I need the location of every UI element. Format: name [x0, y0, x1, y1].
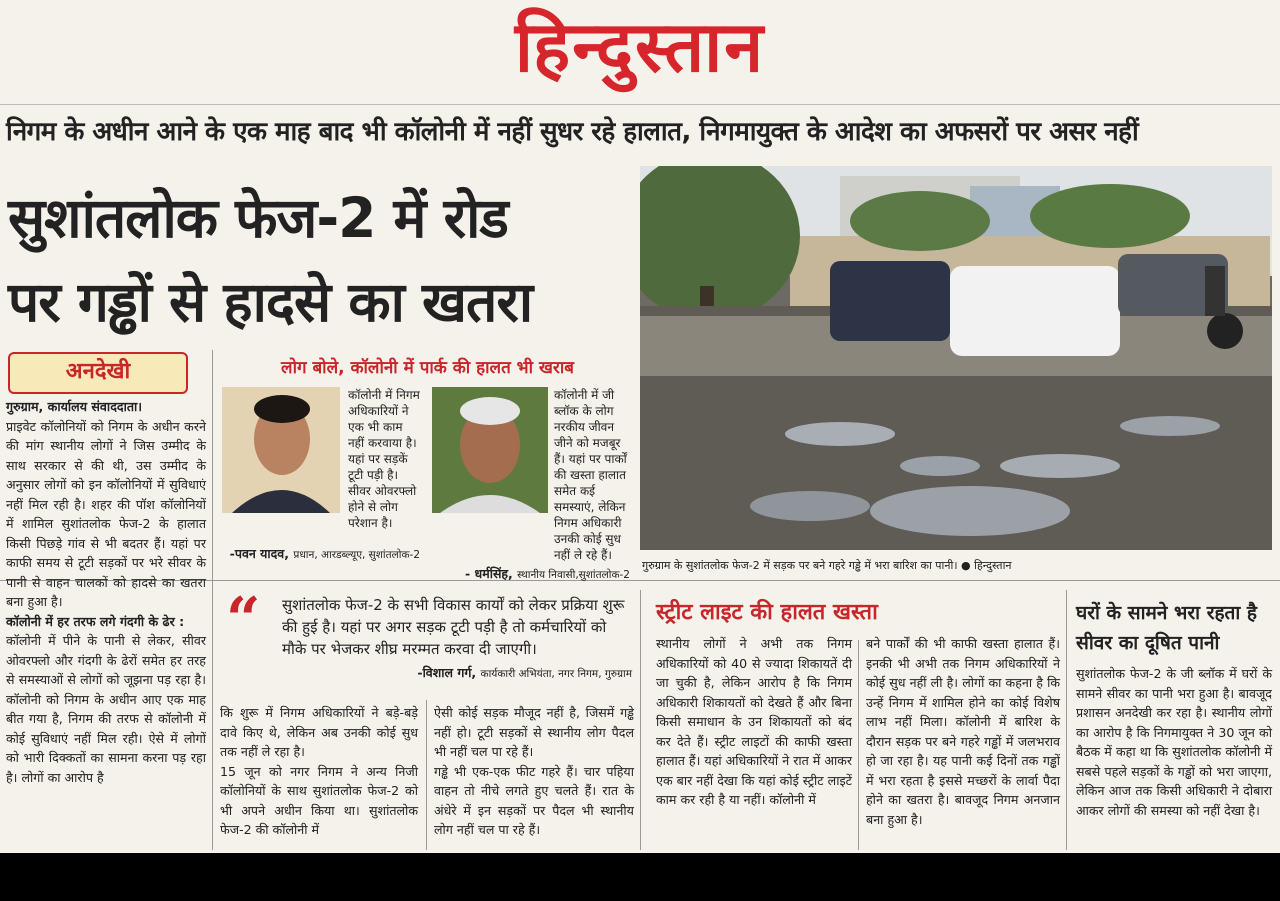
- sig-1-name: -पवन यादव,: [229, 546, 290, 561]
- masthead: [0, 0, 1280, 100]
- sig-1-role: प्रधान, आरडब्ल्यूए, सुशांतलोक-2: [293, 549, 420, 561]
- news-photo: [640, 166, 1272, 550]
- people-box-heading: लोग बोले, कॉलोनी में पार्क की हालत भी खराब: [281, 358, 574, 378]
- sig-2-role: स्थानीय निवासी,सुशांतलोक-2: [517, 569, 630, 581]
- photo-caption: गुरुग्राम के सुशांतलोक फेज-2 में सड़क पर बने गहरे गड्ढे में भरा बारिश का पानी। ● हिन्दुस्तान: [642, 559, 1012, 572]
- column-1-para-1: प्राइवेट कॉलोनियों को निगम के अधीन करने की मांग स्थानीय लोगों ने जिस उम्मीद के साथ सरकार से की थी, उस उम्मीद के अनुसार लोगों को इन कॉलोनियों में सुविधाएं नहीं मिल रही है। शहर की पॉश कॉलोनियों में शामिल सुशांतलोक फेज-2 के हालात किसी पिछड़े गांव से भी बदतर हैं। यहां पर काफी समय से टूटी सड़कों पर भरे सीवर के पानी से वाहन चालकों को हादसे का खतरा बना हुआ है।: [6, 418, 206, 609]
- photo-dharm-singh: [432, 387, 548, 513]
- column-1: [6, 397, 206, 787]
- sewer-heading: घरों के सामने भरा रहता है सीवर का दूषित पानी: [1076, 602, 1258, 654]
- strap-headline: निगम के अधीन आने के एक माह बाद भी कॉलोनी में नहीं सुधर रहे हालात, निगमायुक्त के आदेश का अफसरों पर असर नहीं: [6, 117, 1139, 147]
- subheading-garbage: कॉलोनी में हर तरफ लगे गंदगी के ढेर :: [6, 613, 185, 629]
- sig-3-name: -विशाल गर्ग,: [417, 665, 477, 680]
- masthead-title: हिन्दुस्तान: [514, 5, 766, 88]
- official-quote: सुशांतलोक फेज-2 के सभी विकास कार्यों को लेकर प्रक्रिया शुरू की हुई है। यहां पर अगर सड़क टूटी पड़ी है तो कर्मचारियों को मौके पर भेजकर शीघ्र मरम्मत करवा दी जाएगी।: [282, 596, 625, 658]
- category-tag: [8, 352, 188, 394]
- quote-2: कॉलोनी में जी ब्लॉक के लोग नरकीय जीवन जीने को मजबूर हैं। यहां पर पार्कों की खस्ता हालात समेत कई समस्याएं, लेकिन निगम अधिकारी उनकी कोई सुध नहीं ले रहे हैं।: [554, 388, 627, 562]
- headline-line-1: सुशांतलोक फेज-2 में रोड: [8, 186, 508, 250]
- headline-line-2: पर गड्ढों से हादसे का खतरा: [8, 270, 533, 334]
- signature-2: [430, 565, 630, 582]
- main-headline: [8, 176, 633, 344]
- column-2: कि शुरू में निगम अधिकारियों ने बड़े-बड़े दावे किए थे, लेकिन अब उनकी कोई सुध तक नहीं ले रहा है। 15 जून को नगर निगम ने अन्य निजी कॉलोनियों के साथ सुशांतलोक फेज-2 को भी अपने अधीन किया था। सुशांतलोक फेज-2 की कॉलोनी में: [220, 705, 418, 837]
- quote-1: कॉलोनी में निगम अधिकारियों ने एक भी काम नहीं करवाया है। यहां पर सड़कें टूटी पड़ी है। सीवर ओवरफ्लो होने से लोग परेशान है।: [348, 388, 420, 530]
- signature-3: [282, 664, 632, 681]
- byline: गुरुग्राम, कार्यालय संवाददाता।: [6, 399, 143, 414]
- road-potholes-photo: [640, 166, 1272, 550]
- column-1-para-2: कॉलोनी में पीने के पानी से लेकर, सीवर ओवरफ्लो और गंदगी के ढेरों समेत हर तरह से समस्याओं से लोगों को जूझना पड़ रहा है। कॉलोनी को निगम के अधीन आए एक माह बीत गया है, निगम की तरफ से कॉलोनी में कोई सुविधाएं नहीं मिल रही। ऐसे में लोगों को भारी दिक्कतों का सामना करना पड़ रहा है। लोगों का आरोप है: [6, 633, 206, 785]
- photo-pawan-yadav: [222, 387, 340, 513]
- quote-mark-icon: “: [226, 585, 261, 655]
- column-6: सुशांतलोक फेज-2 के जी ब्लॉक में घरों के सामने सीवर का पानी भरा हुआ है। बावजूद प्रशासन अनदेखी कर रहा है। स्थानीय लोगों का आरोप है कि निगमायुक्त ने 30 जून को बैठक में कहा था कि सुशांतलोक कॉलोनी में सबसे पहले सड़कों के गड्ढों को भरा जाएगा, लेकिन आज तक किसी अधिकारी ने दोबारा आकर लोगों की समस्या को नहीं देखा है।: [1076, 666, 1272, 818]
- column-5: बने पार्कों की भी काफी खस्ता हालात हैं। इनकी भी अभी तक निगम अधिकारियों ने कोई सुध नहीं ली है। लोगों का कहना है कि उन्हें निगम में शामिल होने का कोई विशेष लाभ नहीं मिला। कॉलोनी में बारिश के दौरान सड़क पर बने गहरे गड्ढों में जलभराव हो जा रहा है। यह पानी कई दिनों तक गड्ढों में भरा रहता है इससे मच्छरों के लार्वा पैदा होने का खतरा है। बावजूद निगम अनजान बना हुआ है।: [866, 636, 1060, 827]
- column-3: ऐसी कोई सड़क मौजूद नहीं है, जिसमें गड्ढे नहीं हो। टूटी सड़कों से स्थानीय लोग पैदल भी नहीं चल पा रहे हैं। गड्ढे भी एक-एक फीट गहरे हैं। चार पहिया वाहन तो नीचे लगते हुए चलते हैं। रात के अंधेरे में इन सड़कों पर पैदल भी स्थानीय लोग नहीं चल पा रहे हैं।: [434, 705, 634, 837]
- signature-1: [222, 545, 420, 562]
- sig-2-name: - धर्मसिंह,: [465, 566, 513, 581]
- sig-3-role: कार्यकारी अभियंता, नगर निगम, गुरुग्राम: [480, 668, 632, 680]
- tag-label: अनदेखी: [65, 359, 131, 384]
- column-4: स्थानीय लोगों ने अभी तक निगम अधिकारियों को 40 से ज्यादा शिकायतें दी जा चुकी है, लेकिन आरोप है कि निगम अधिकारी शिकायतों को देखते हैं और बिना किसी समाधान के उन शिकायतों को बंद कर देते हैं। स्ट्रीट लाइटों की काफी खस्ता हालात हैं। यहां अधिकारियों ने रात में आकर एक बार नहीं देखा कि यहां कोई स्ट्रीट लाइटें काम कर रही है या नहीं। कॉलोनी में: [656, 636, 853, 807]
- street-light-heading: स्ट्रीट लाइट की हालत खस्ता: [656, 600, 878, 625]
